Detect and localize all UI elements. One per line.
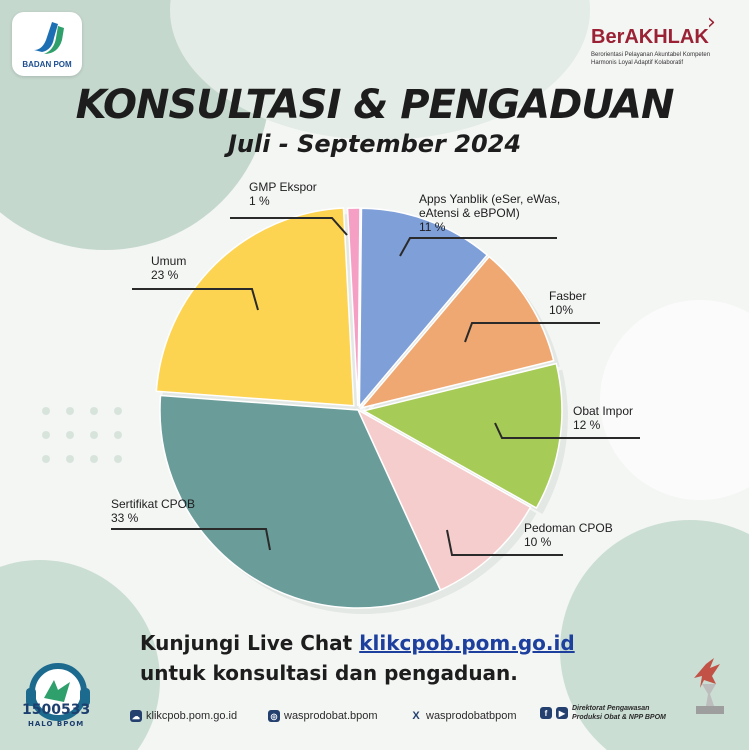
label-apps-yanblik bbox=[419, 192, 560, 234]
label-sertifikat-cpob-name: Sertifikat CPOB bbox=[111, 497, 196, 511]
berakhlak-subtitle-2: Harmonis Loyal Adaptif Kolaboratif bbox=[591, 60, 684, 66]
footer-website[interactable] bbox=[130, 710, 237, 722]
label-umum-pct: 23 % bbox=[151, 268, 179, 282]
label-umum bbox=[151, 254, 186, 282]
label-apps-yanblik-pct: 11 % bbox=[419, 220, 446, 234]
cta-line-1 bbox=[140, 628, 575, 658]
label-gmp-ekspor bbox=[249, 180, 317, 208]
cloud-icon: ☁ bbox=[132, 711, 140, 721]
footer-org-line-2: Produksi Obat & NPP BPOM bbox=[572, 714, 666, 721]
klikcpob-link[interactable]: klikcpob.pom.go.id bbox=[359, 631, 575, 655]
label-sertifikat-cpob bbox=[111, 497, 195, 525]
footer-x[interactable] bbox=[410, 710, 517, 722]
badan-pom-logo-text: BADAN POM bbox=[22, 60, 72, 69]
hotline-number: 1500533 bbox=[22, 702, 91, 718]
label-gmp-ekspor-name: GMP Ekspor bbox=[249, 180, 317, 194]
label-sertifikat-cpob-pct: 33 % bbox=[111, 511, 139, 525]
page-title: KONSULTASI & PENGADUAN bbox=[75, 82, 674, 128]
pie-slice-umum bbox=[156, 208, 353, 406]
footer-bar bbox=[0, 700, 749, 736]
label-fasber-pct: 10% bbox=[549, 303, 574, 317]
footer-instagram[interactable] bbox=[268, 710, 378, 722]
cta-line-2: untuk konsultasi dan pengaduan. bbox=[140, 661, 518, 685]
footer-org bbox=[540, 704, 666, 722]
hotline-label: HALO BPOM bbox=[28, 720, 85, 728]
footer-org-line-1: Direktorat Pengawasan bbox=[572, 705, 650, 712]
berakhlak-title: BerAKHLAK bbox=[591, 26, 709, 48]
label-apps-yanblik-name-1: Apps Yanblik (eSer, eWas, bbox=[419, 192, 561, 206]
instagram-icon: ◎ bbox=[268, 710, 280, 722]
label-obat-impor-name: Obat Impor bbox=[573, 404, 634, 418]
page-subtitle: Juli - September 2024 bbox=[227, 130, 522, 158]
footer-website-text: klikcpob.pom.go.id bbox=[146, 710, 238, 722]
label-fasber bbox=[549, 289, 586, 317]
label-obat-impor-pct: 12 % bbox=[573, 418, 601, 432]
cta-prefix: Kunjungi Live Chat bbox=[140, 631, 360, 655]
label-obat-impor bbox=[573, 404, 633, 432]
label-pedoman-cpob-pct: 10 % bbox=[524, 535, 552, 549]
youtube-icon: ▶ bbox=[556, 707, 568, 719]
label-apps-yanblik-name-2: eAtensi & eBPOM) bbox=[419, 206, 520, 220]
label-fasber-name: Fasber bbox=[549, 289, 587, 303]
facebook-icon: f bbox=[540, 707, 552, 719]
label-pedoman-cpob bbox=[524, 521, 613, 549]
x-icon: X bbox=[412, 710, 420, 722]
label-umum-name: Umum bbox=[151, 254, 187, 268]
chevron-right-icon: › bbox=[707, 10, 716, 35]
footer-x-text: wasprodobatbpom bbox=[426, 710, 517, 722]
label-pedoman-cpob-name: Pedoman CPOB bbox=[524, 521, 613, 535]
berakhlak-subtitle-1: Berorientasi Pelayanan Akuntabel Kompeten bbox=[591, 52, 711, 58]
label-gmp-ekspor-pct: 1 % bbox=[249, 194, 270, 208]
footer-instagram-text: wasprodobat.bpom bbox=[284, 710, 378, 722]
statue-decoration-icon bbox=[680, 654, 740, 722]
live-chat-callout bbox=[140, 628, 575, 688]
